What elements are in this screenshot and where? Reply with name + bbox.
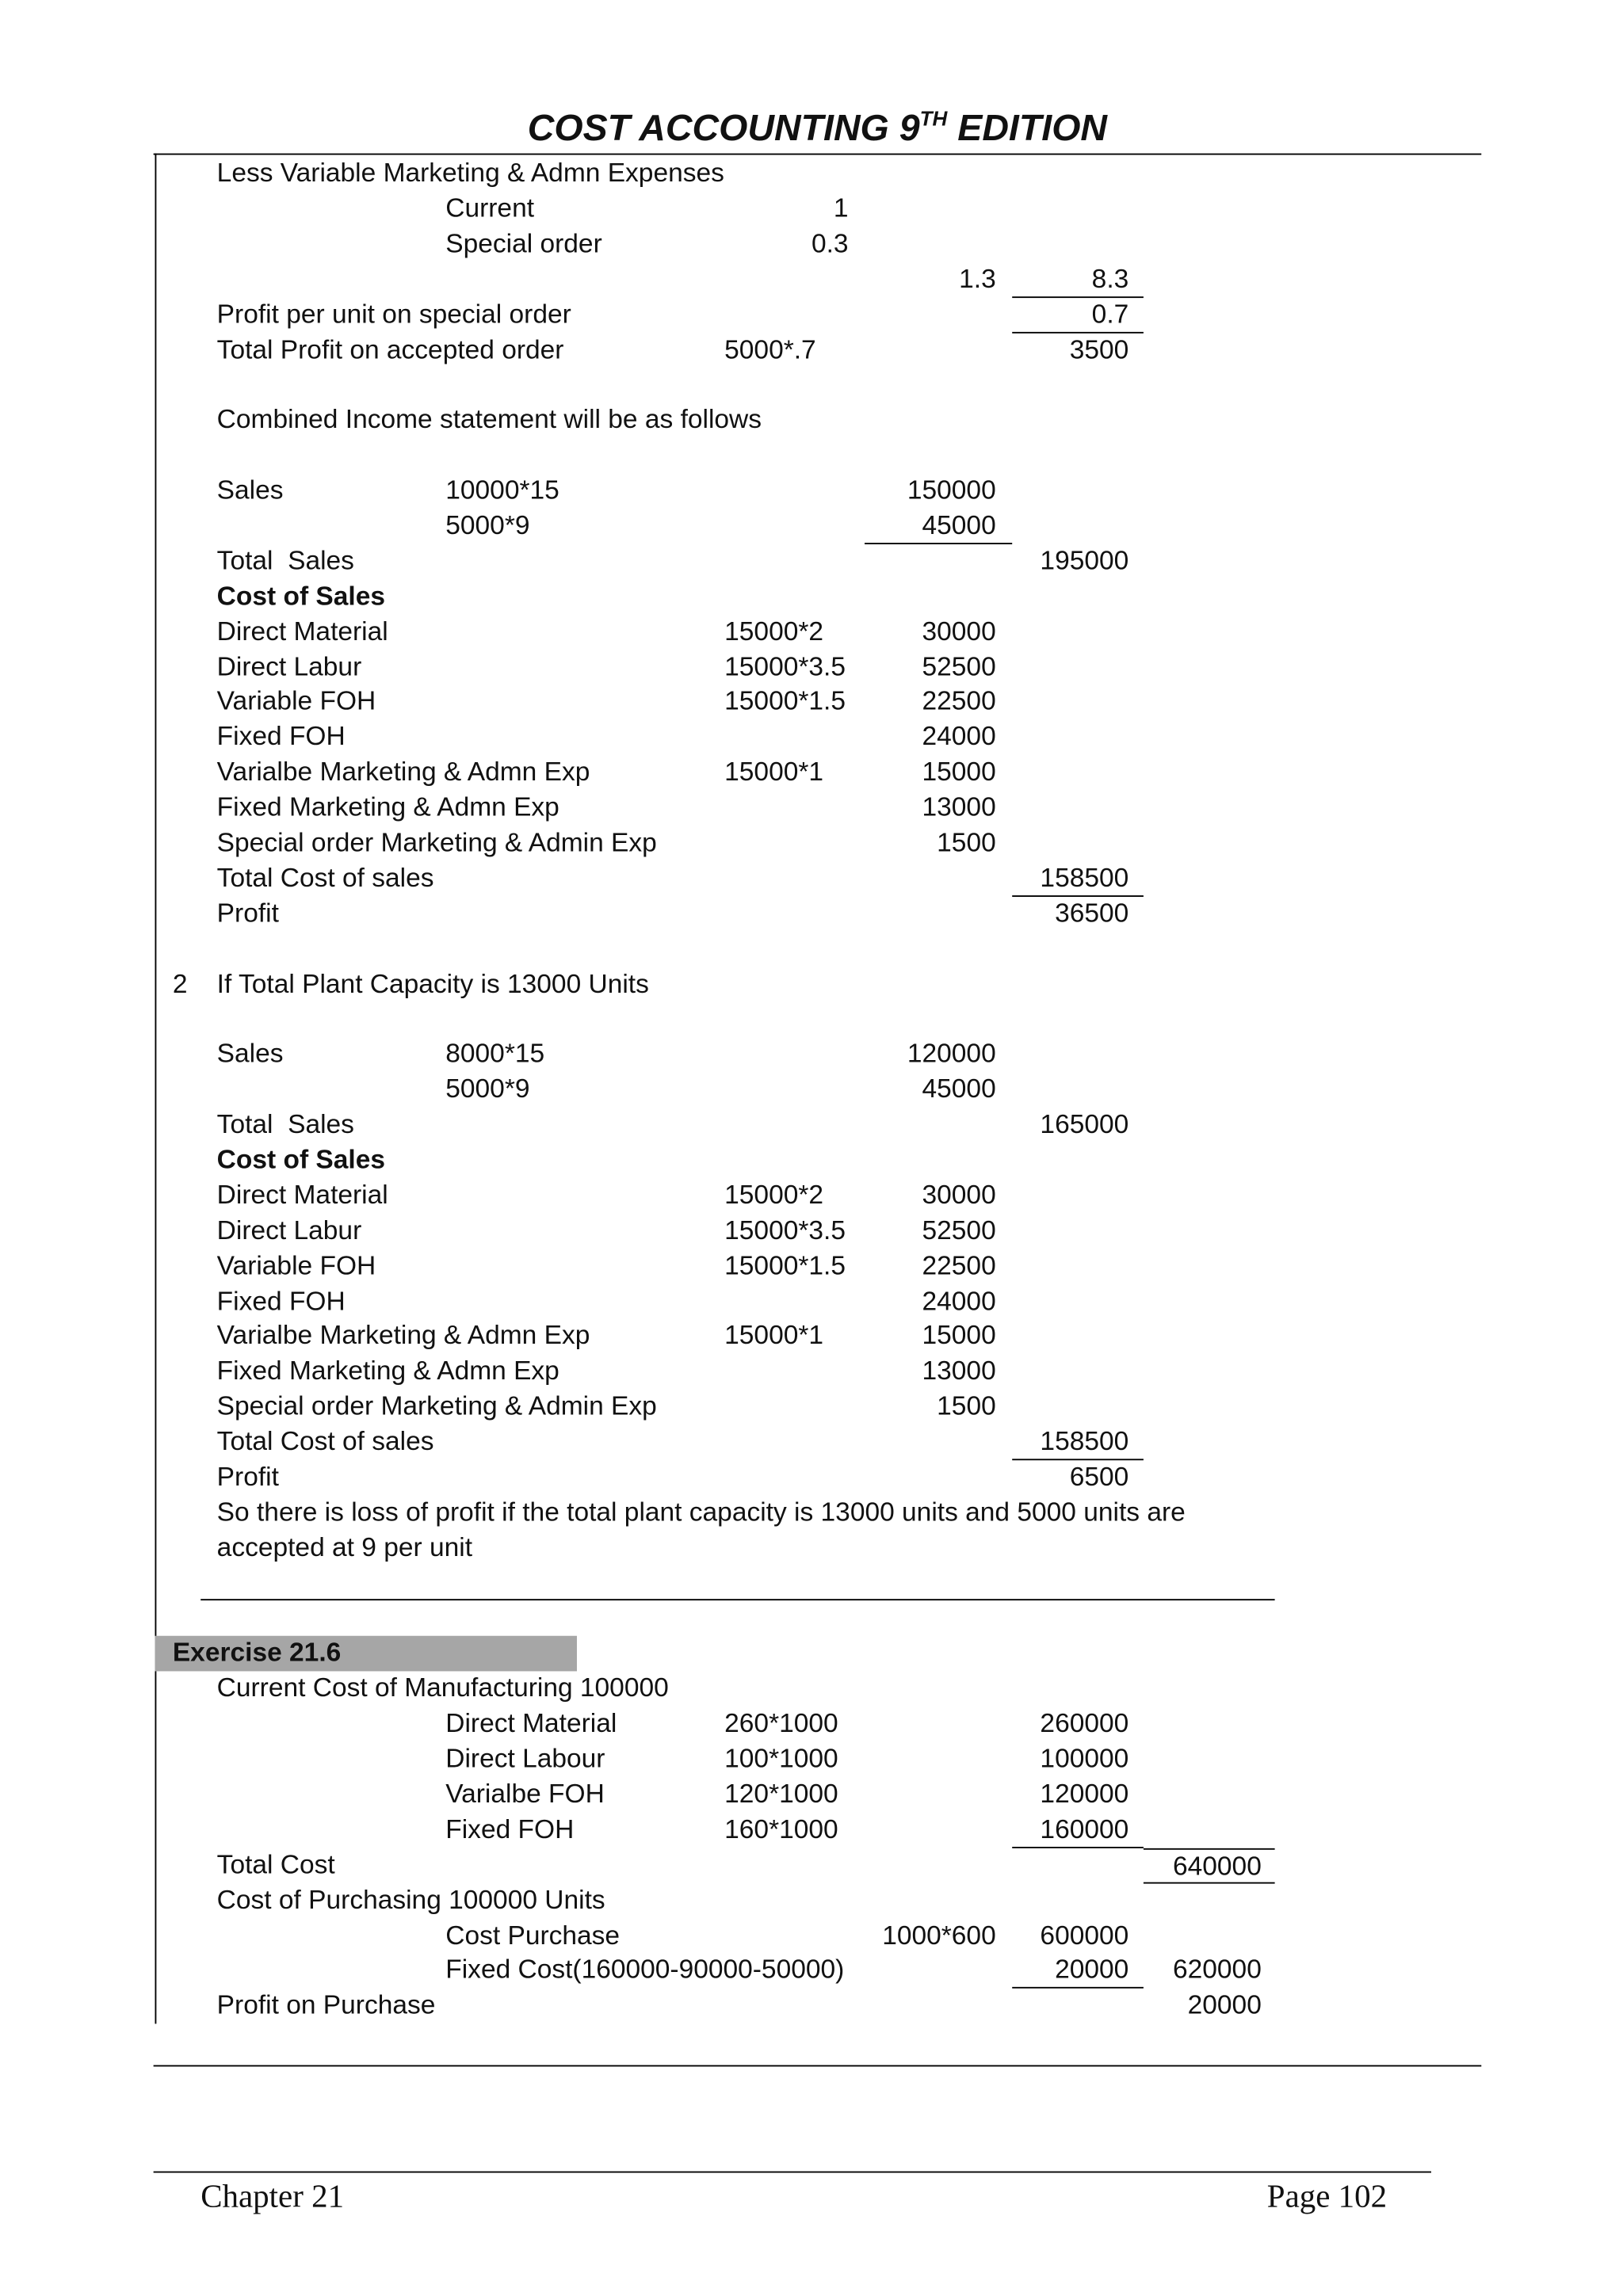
row-label: Varialbe Marketing & Admn Exp (216, 757, 590, 787)
row-ex-fixed-foh (0, 1813, 1623, 1848)
row-label: Profit (216, 1462, 279, 1492)
row-total-cost-of-sales (0, 861, 1623, 896)
row-label: Combined Income statement will be as follows (216, 404, 762, 434)
row-label: Profit (216, 898, 279, 928)
row-label: Profit per unit on special order (216, 299, 571, 329)
amount-cell-1: 45000 (865, 509, 1012, 543)
row-sub-label: 10000*15 (445, 475, 559, 505)
row-label: Special order Marketing & Admin Exp (216, 1391, 657, 1421)
row-sub-label: 8000*15 (445, 1039, 545, 1069)
row-combined-intro (0, 403, 1623, 438)
row-label: Total Sales (216, 1109, 354, 1139)
row-sub-label: Cost Purchase (445, 1920, 621, 1950)
row-fixed-cost (0, 1954, 1623, 1989)
row-cost-of-sales-heading (0, 1143, 1623, 1178)
amount-cell-2: 3500 (1069, 334, 1129, 364)
row-less-variable-expenses (0, 156, 1623, 191)
amount-cell-2: 160000 (1012, 1813, 1144, 1848)
row-ex-direct-material (0, 1707, 1623, 1742)
row-fixed-marketing (0, 791, 1623, 826)
row-label: Varialbe Marketing & Admn Exp (216, 1321, 590, 1351)
row-sales (0, 474, 1623, 509)
row-heading: Cost of Sales (216, 581, 385, 611)
formula-cell: 15000*1 (724, 757, 824, 787)
row-cost-of-sales-heading (0, 579, 1623, 614)
row-label: If Total Plant Capacity is 13000 Units (216, 968, 649, 998)
row-label: Current Cost of Manufacturing 100000 (216, 1672, 669, 1703)
header-title-end: EDITION (947, 107, 1108, 150)
formula-cell: 15000*1 (724, 1321, 824, 1351)
row-profit (0, 897, 1623, 932)
amount-cell-3: 640000 (1144, 1848, 1275, 1882)
solution-body (0, 156, 1623, 2023)
row-sub-label: Fixed FOH (445, 1814, 575, 1844)
footer-page-number: Page 102 (1266, 2177, 1388, 2214)
row-conclusion-line-2 (0, 1531, 1623, 1566)
row-label: Total Cost (216, 1849, 335, 1879)
amount-cell-1: 52500 (922, 1215, 996, 1245)
header-title: COST ACCOUNTING 9 (527, 107, 920, 150)
formula-cell: 5000*.7 (724, 334, 816, 364)
row-label: Sales (216, 1039, 284, 1069)
amount-cell-2: 165000 (1040, 1109, 1129, 1139)
conclusion-text: So there is loss of profit if the total plant capacity is 13000 units and 5000 units are (216, 1497, 1186, 1527)
row-label: Fixed Marketing & Admn Exp (216, 791, 559, 822)
exercise-title: Exercise 21.6 (172, 1638, 342, 1668)
row-variable-foh (0, 685, 1623, 720)
row-label: Less Variable Marketing & Admn Expenses (216, 158, 724, 188)
amount-cell-3: 620000 (1172, 1955, 1262, 1985)
formula-cell: 15000*2 (724, 1180, 824, 1210)
formula-cell: 15000*3.5 (724, 1215, 846, 1245)
amount-cell-2: 158500 (1012, 861, 1144, 896)
spacer (0, 1566, 1623, 1601)
spacer (0, 1002, 1623, 1037)
header-title-superscript: TH (919, 106, 948, 130)
row-special-order-marketing (0, 1390, 1623, 1425)
row-sub-label: 5000*9 (445, 1074, 530, 1104)
amount-cell-2: 195000 (1040, 545, 1129, 575)
row-label: Cost of Purchasing 100000 Units (216, 1884, 605, 1915)
formula-cell: 260*1000 (724, 1708, 838, 1738)
amount-cell-1: 45000 (922, 1074, 996, 1104)
row-special-order-marketing (0, 826, 1623, 861)
amount-cell-1: 15000 (922, 1321, 996, 1351)
row-sub-label: Direct Labour (445, 1743, 605, 1774)
amount-cell-1: 1.3 (959, 263, 996, 293)
amount-cell-1: 1500 (937, 1391, 996, 1421)
row-sub-label: Direct Material (445, 1708, 617, 1738)
row-label: Direct Labur (216, 1215, 362, 1245)
amount-cell-2: 36500 (1055, 898, 1129, 928)
row-cost-purchase (0, 1918, 1623, 1953)
conclusion-text: accepted at 9 per unit (216, 1532, 473, 1562)
row-profit-on-purchase (0, 1989, 1623, 2023)
spacer (0, 368, 1623, 402)
row-label: Total Cost of sales (216, 862, 434, 893)
amount-cell-1: 15000 (922, 757, 996, 787)
spacer (0, 438, 1623, 473)
footer-rule (154, 2171, 1431, 2172)
row-sub-label: 5000*9 (445, 510, 530, 540)
formula-cell: 120*1000 (724, 1779, 838, 1809)
formula-cell: 15000*1.5 (724, 1250, 846, 1280)
amount-cell-1: 120000 (907, 1039, 996, 1069)
row-variable-foh (0, 1249, 1623, 1283)
row-sub-label: Special order (445, 228, 602, 258)
amount-cell-1: 150000 (907, 475, 996, 505)
row-ex-variable-foh (0, 1778, 1623, 1813)
amount-cell-2: 100000 (1040, 1743, 1129, 1774)
row-label: Fixed FOH (216, 1285, 346, 1315)
header-rule (154, 153, 1482, 155)
row-direct-labour (0, 1214, 1623, 1249)
row-profit-per-unit (0, 297, 1623, 332)
row-special-order (0, 227, 1623, 261)
row-label: Total Profit on accepted order (216, 334, 564, 364)
formula-cell: 0.3 (811, 228, 849, 258)
row-label: Variable FOH (216, 686, 376, 716)
item-number: 2 (172, 968, 188, 998)
row-heading: Cost of Sales (216, 1144, 385, 1174)
row-label: Profit on Purchase (216, 1990, 436, 2020)
row-fixed-foh (0, 720, 1623, 755)
spacer (0, 932, 1623, 967)
row-current (0, 192, 1623, 227)
row-fixed-foh (0, 1284, 1623, 1319)
row-label: Direct Material (216, 1180, 388, 1210)
amount-cell-1: 22500 (922, 1250, 996, 1280)
row-sub-label: Varialbe FOH (445, 1779, 605, 1809)
amount-cell-2: 600000 (1040, 1920, 1129, 1950)
amount-cell-2: 158500 (1012, 1425, 1144, 1460)
amount-cell-2: 20000 (1012, 1954, 1144, 1989)
row-label: Direct Material (216, 616, 388, 646)
amount-cell-1: 22500 (922, 686, 996, 716)
row-sales-special (0, 509, 1623, 543)
row-label: Sales (216, 475, 284, 505)
row-subtotal (0, 262, 1623, 297)
row-label: Fixed Marketing & Admn Exp (216, 1356, 559, 1386)
amount-cell-1: 30000 (922, 1180, 996, 1210)
row-total-cost-of-sales (0, 1425, 1623, 1460)
row-capacity-heading (0, 967, 1623, 1001)
amount-cell-2: 8.3 (1012, 262, 1144, 297)
amount-cell-1: 52500 (922, 651, 996, 681)
amount-cell-3: 20000 (1187, 1990, 1262, 2020)
row-total-sales (0, 1108, 1623, 1142)
row-variable-marketing (0, 756, 1623, 791)
spacer (0, 1601, 1623, 1636)
row-label: Direct Labur (216, 651, 362, 681)
formula-cell: 100*1000 (724, 1743, 838, 1774)
row-label: Total Sales (216, 545, 354, 575)
amount-cell-1: 24000 (922, 721, 996, 752)
amount-cell-1: 30000 (922, 616, 996, 646)
row-direct-labour (0, 650, 1623, 685)
amount-cell-2: 120000 (1040, 1779, 1129, 1809)
formula-cell: 160*1000 (724, 1814, 838, 1844)
row-sub-label: Fixed Cost(160000-90000-50000) (445, 1955, 845, 1985)
row-label: Fixed FOH (216, 721, 346, 752)
row-fixed-marketing (0, 1355, 1623, 1390)
row-sales (0, 1037, 1623, 1072)
row-total-profit (0, 333, 1623, 368)
amount-cell-1: 13000 (922, 1356, 996, 1386)
row-profit (0, 1460, 1623, 1495)
row-ex-total-cost (0, 1848, 1623, 1882)
row-direct-material (0, 1178, 1623, 1213)
row-conclusion-line-1 (0, 1496, 1623, 1531)
row-current-cost-heading (0, 1672, 1623, 1707)
amount-cell-1: 1000*600 (882, 1920, 996, 1950)
row-label: Total Cost of sales (216, 1426, 434, 1456)
row-total-sales (0, 544, 1623, 579)
row-ex-direct-labour (0, 1742, 1623, 1777)
row-label: Variable FOH (216, 1250, 376, 1280)
exercise-heading (0, 1637, 1623, 1672)
formula-cell: 15000*1.5 (724, 686, 846, 716)
formula-cell: 15000*3.5 (724, 651, 846, 681)
amount-cell-1: 24000 (922, 1285, 996, 1315)
row-direct-material (0, 615, 1623, 650)
formula-cell: 15000*2 (724, 616, 824, 646)
row-sub-label: Current (445, 193, 535, 223)
bottom-rule (154, 2065, 1482, 2067)
row-label: Special order Marketing & Admin Exp (216, 827, 657, 857)
row-variable-marketing (0, 1319, 1623, 1354)
row-cost-of-purchasing-heading (0, 1883, 1623, 1918)
row-sales-special (0, 1073, 1623, 1108)
running-header (154, 106, 1482, 154)
footer-chapter: Chapter 21 (200, 2177, 345, 2214)
amount-cell-2: 0.7 (1012, 297, 1144, 332)
formula-cell: 1 (833, 193, 849, 223)
amount-cell-2: 260000 (1040, 1708, 1129, 1738)
amount-cell-1: 13000 (922, 791, 996, 822)
amount-cell-1: 1500 (937, 827, 996, 857)
amount-cell-2: 6500 (1069, 1462, 1129, 1492)
